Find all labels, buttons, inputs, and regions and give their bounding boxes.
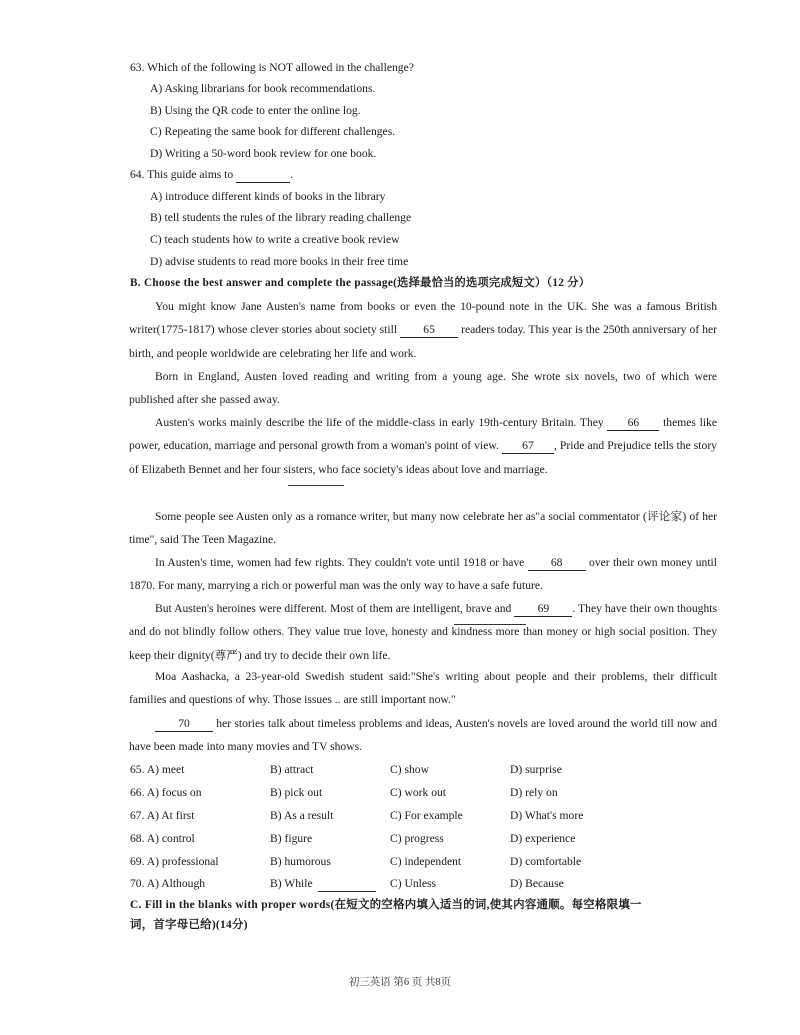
blank-65: 65 <box>400 323 458 338</box>
choice-a: 67. A) At first <box>130 809 195 822</box>
q64-option-c: C) teach students how to write a creative book review <box>150 233 400 246</box>
choice-b: B) attract <box>270 763 314 776</box>
question-63-stem: 63. Which of the following is NOT allowed in the challenge? <box>130 61 414 74</box>
p1-text-a: You might know Jane Austen's name from books or even the 10-pound note in the UK. She was a famous British writer(1775-1817) whose clever stories about society still <box>129 300 717 337</box>
choice-d: D) comfortable <box>510 855 582 868</box>
p6-text-a: But Austen's heroines were different. Most of them are intelligent, brave and <box>155 602 512 615</box>
choice-a: 70. A) Although <box>130 877 206 890</box>
section-c-heading-line-1: C. Fill in the blanks with proper words(在短文的空格内填入适当的词,使其内容通顺。每空格限填一 <box>130 899 642 911</box>
blank-67: 67 <box>502 439 554 454</box>
passage-paragraph-3 <box>129 411 717 481</box>
choice-a: 68. A) control <box>130 832 195 845</box>
blank-66: 66 <box>607 416 659 431</box>
q64-stem-text: 64. This guide aims to <box>130 168 234 181</box>
p3-text-b: themes like power, education, marriage and personal growth from a woman's point of view. <box>129 416 717 453</box>
choice-b: B) humorous <box>270 855 331 868</box>
choice-c: C) independent <box>390 855 462 868</box>
choice-d: D) experience <box>510 832 576 845</box>
q64-answer-blank <box>236 168 290 183</box>
page-footer: 初三英语 第6 页 共8页 <box>348 977 452 988</box>
passage-paragraph-7: Moa Aashacka, a 23-year-old Swedish student said:"She's writing about people and their problems, their difficult families and questions of why. Those issues .. are still important now." <box>129 670 717 707</box>
passage-paragraph-5 <box>129 551 717 598</box>
q64-option-b: B) tell students the rules of the library reading challenge <box>150 211 412 224</box>
q64-stem-end: . <box>290 168 293 181</box>
q64-option-d: D) advise students to read more books in their free time <box>150 255 409 268</box>
passage-paragraph-4: Some people see Austen only as a romance writer, but many now celebrate her as"a social commentator (评论家) of her time", said The Teen Magazine. <box>129 510 717 547</box>
choice-a: 66. A) focus on <box>130 786 202 799</box>
choice-d: D) Because <box>510 877 564 890</box>
choice-c: C) For example <box>390 809 463 822</box>
choice-a: 69. A) professional <box>130 855 219 868</box>
q64-option-a: A) introduce different kinds of books in the library <box>150 190 386 203</box>
choice-a: 65. A) meet <box>130 763 185 776</box>
p8-text: her stories talk about timeless problems and ideas, Austen's novels are loved around the world till now and have been made into many movies and TV shows. <box>129 717 717 754</box>
choice-b: B) While <box>270 877 313 890</box>
p5-text-b: over their own money until 1870. For many, marrying a rich or powerful man was the only way to have a safe future. <box>129 556 717 593</box>
p3-text-a: Austen's works mainly describe the life of the middle-class in early 19th-century Britain. They <box>155 416 604 429</box>
stray-underline <box>288 485 344 486</box>
p5-text-a: In Austen's time, women had few rights. They couldn't vote until 1918 or have <box>155 556 525 569</box>
stray-underline <box>318 891 376 892</box>
passage-paragraph-1 <box>129 295 717 365</box>
choice-c: C) progress <box>390 832 444 845</box>
choice-b: B) pick out <box>270 786 323 799</box>
stray-underline <box>454 624 526 625</box>
q63-option-b: B) Using the QR code to enter the online log. <box>150 104 361 117</box>
section-b-heading: B. Choose the best answer and complete the passage(选择最恰当的选项完成短文）（12 分） <box>130 277 591 289</box>
passage-paragraph-8 <box>129 712 717 759</box>
q63-option-d: D) Writing a 50-word book review for one book. <box>150 147 377 160</box>
passage-paragraph-6 <box>129 597 717 667</box>
question-64-stem <box>130 167 293 183</box>
choice-d: D) What's more <box>510 809 584 822</box>
p6-text-b: . They have their own thoughts and do not blindly follow others. They value true love, honesty and kindness more than money or high social position. They keep their dignity(尊严) and try to decide their own life. <box>129 602 717 662</box>
choice-c: C) Unless <box>390 877 437 890</box>
choice-b: B) As a result <box>270 809 334 822</box>
blank-69: 69 <box>514 602 572 617</box>
blank-68: 68 <box>528 556 586 571</box>
q63-option-a: A) Asking librarians for book recommendations. <box>150 82 376 95</box>
choice-c: C) work out <box>390 786 447 799</box>
choice-d: D) rely on <box>510 786 558 799</box>
q63-option-c: C) Repeating the same book for different challenges. <box>150 125 396 138</box>
p1-text-b: readers today. This year is the 250th anniversary of her birth, and people worldwide are celebrating her life and work. <box>129 323 718 360</box>
choice-d: D) surprise <box>510 763 562 776</box>
p3-text-c: , Pride and Prejudice tells the story of Elizabeth Bennet and her four sisters, who face society's ideas about love and marriage. <box>129 439 717 476</box>
blank-70: 70 <box>155 717 213 732</box>
choice-b: B) figure <box>270 832 313 845</box>
section-c-heading-line-2: 词，首字母已给)(14分) <box>130 919 248 931</box>
passage-paragraph-2: Born in England, Austen loved reading and writing from a young age. She wrote six novels, two of which were published after she passed away. <box>129 370 717 407</box>
choice-c: C) show <box>390 763 429 776</box>
